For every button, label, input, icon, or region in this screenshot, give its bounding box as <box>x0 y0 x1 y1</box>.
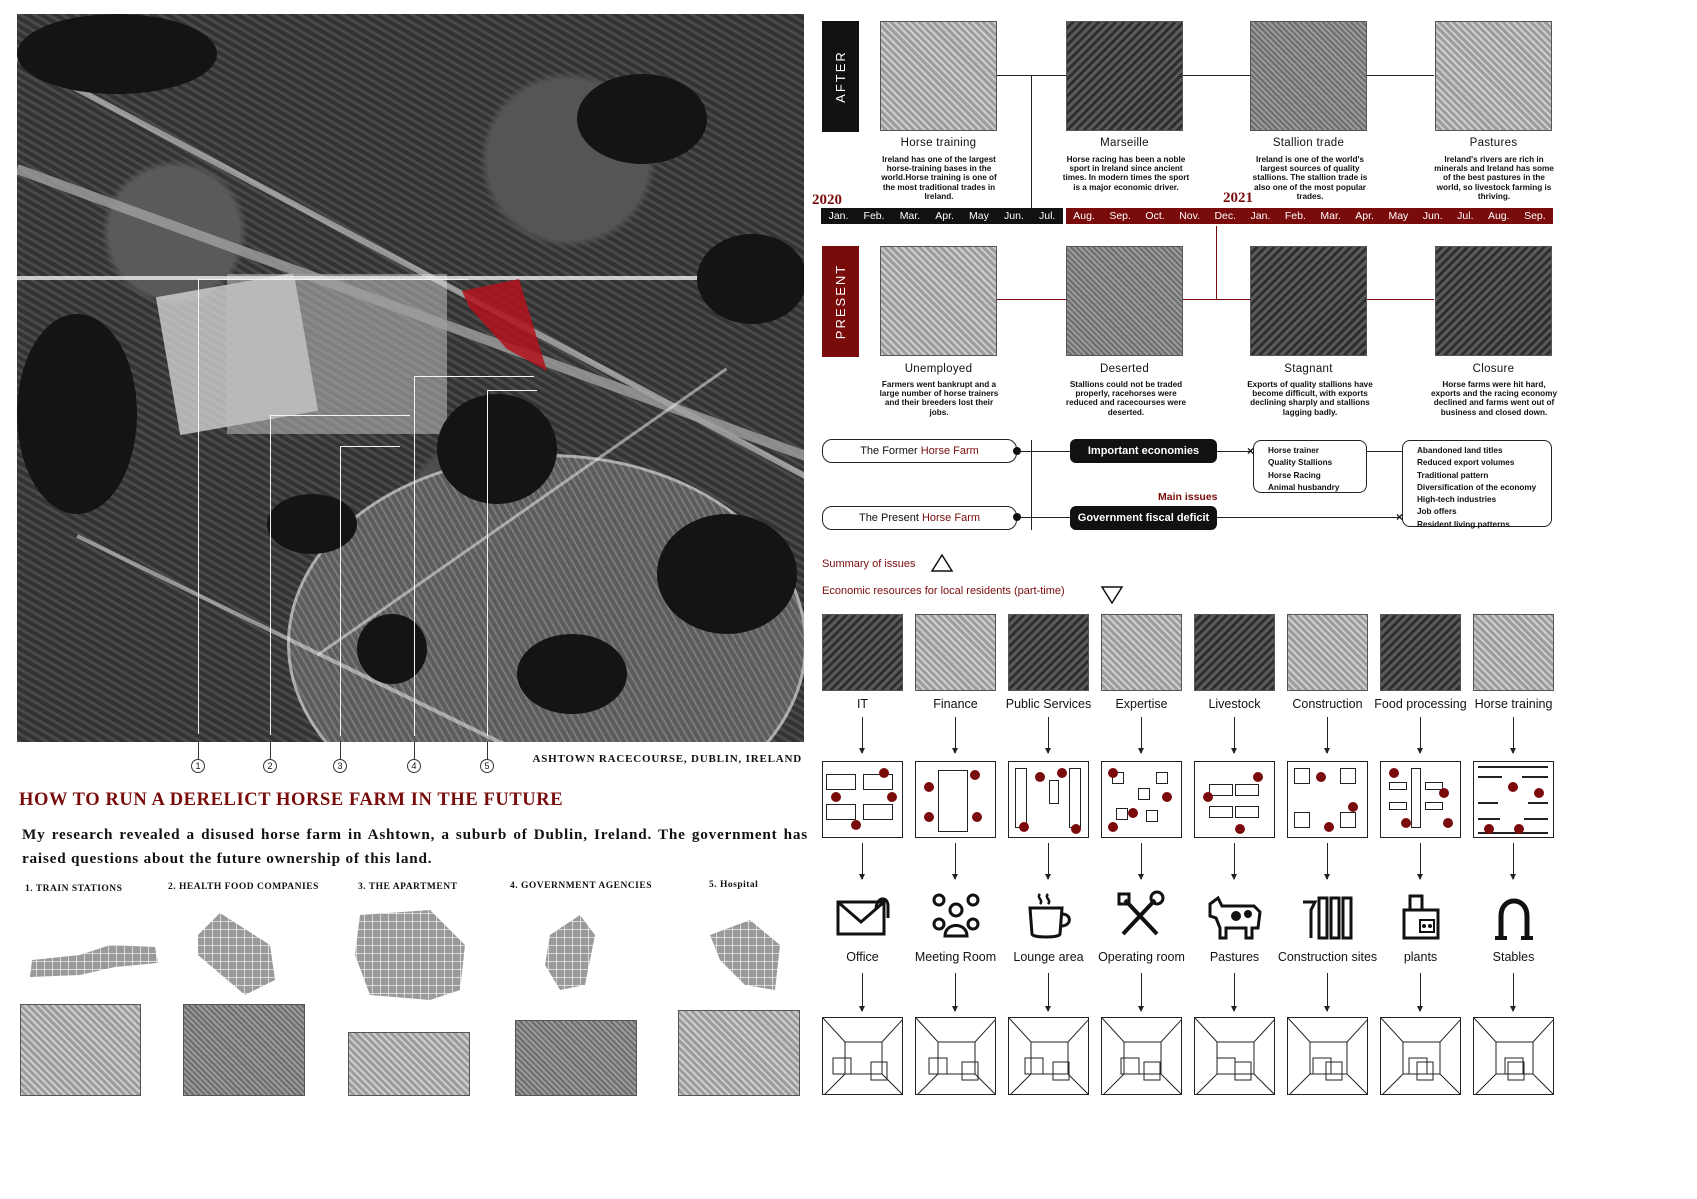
site-label-2: 2. HEALTH FOOD COMPANIES <box>168 882 319 892</box>
month-label: Oct. <box>1145 210 1165 222</box>
space-perspective <box>1101 1017 1182 1095</box>
page-title: HOW TO RUN A DERELICT HORSE FARM IN THE FUTURE <box>19 790 564 810</box>
sector-plan <box>1287 761 1368 838</box>
after-label: AFTER <box>822 21 859 132</box>
sector-plan <box>822 761 903 838</box>
after-title-3: Stallion trade <box>1272 137 1345 149</box>
sector-plan <box>1380 761 1461 838</box>
site-label-5: 5. Hospital <box>709 880 759 890</box>
month-label: Apr. <box>935 210 954 222</box>
sector-photo <box>1194 614 1275 691</box>
after-photo-3 <box>1250 21 1367 131</box>
after-photo-2 <box>1066 21 1183 131</box>
down-arrow <box>1420 843 1421 879</box>
month-label: Aug. <box>1487 210 1510 222</box>
list-item: Horse trainer <box>1268 446 1319 455</box>
space-name: Pastures <box>1209 950 1260 964</box>
present-title-3: Stagnant <box>1284 363 1333 375</box>
site-footprints <box>20 905 810 1005</box>
present-desc-2: Stallions could not be traded properly, racehorses were reduced and racecourses were deserted. <box>1065 380 1187 417</box>
tools-icon <box>1111 888 1173 944</box>
down-arrow <box>1234 717 1235 753</box>
down-arrow <box>1141 973 1142 1011</box>
sector-name: Food processing <box>1374 697 1467 711</box>
government-agency-photo <box>515 1020 637 1096</box>
list-item: High-tech industries <box>1417 495 1497 505</box>
callout-marker-1: 1 <box>191 759 205 773</box>
down-arrow <box>1327 973 1328 1011</box>
month-label: Jan. <box>1250 210 1271 222</box>
machine-icon <box>1390 888 1452 944</box>
present-title-4: Closure <box>1472 363 1515 375</box>
list-item: Reduced export volumes <box>1417 458 1515 468</box>
sector-name: Finance <box>933 697 978 711</box>
space-perspective <box>1194 1017 1275 1095</box>
meeting-icon <box>925 888 987 944</box>
summary-label: Summary of issues <box>822 558 916 570</box>
present-desc-4: Horse farms were hit hard, exports and the racing economy declined and farms went out of business and closed down. <box>1430 380 1558 417</box>
down-arrow <box>955 973 956 1011</box>
health-food-company-photo <box>183 1004 305 1096</box>
callout-marker-5: 5 <box>480 759 494 773</box>
month-label: Jul. <box>1457 210 1474 222</box>
train-station-photo <box>20 1004 141 1096</box>
triangle-up-icon <box>930 553 954 573</box>
site-label-1: 1. TRAIN STATIONS <box>25 884 123 894</box>
after-title-2: Marseille <box>1100 137 1149 149</box>
month-label: Jan. <box>828 210 849 222</box>
after-desc-2: Horse racing has been a noble sport in Ireland since ancient times. In modern times the sport is a major economic driver. <box>1062 155 1190 192</box>
after-photo-4 <box>1435 21 1552 131</box>
list-item: Animal husbandry <box>1268 482 1340 492</box>
list-item: Diversification of the economy <box>1417 482 1537 492</box>
after-desc-3: Ireland is one of the world's largest sources of quality stallions. The stallion trade is also one of the most popular trades. <box>1252 155 1368 201</box>
present-title-1: Unemployed <box>904 363 973 375</box>
present-desc-3: Exports of quality stallions have become difficult, with exports declining sharply and stallions lagging badly. <box>1247 380 1373 417</box>
space-name: Meeting Room <box>914 950 997 964</box>
month-label: May <box>969 210 989 222</box>
map-caption: ASHTOWN RACECOURSE, DUBLIN, IRELAND <box>532 753 802 765</box>
month-label: Jun. <box>1422 210 1443 222</box>
month-label: May <box>1388 210 1409 222</box>
month-label: Mar. <box>1320 210 1341 222</box>
site-label-4: 4. GOVERNMENT AGENCIES <box>510 881 653 891</box>
callout-marker-4: 4 <box>407 759 421 773</box>
space-name: plants <box>1403 950 1438 964</box>
former-horse-farm-box: The Former Horse Farm <box>822 439 1017 463</box>
sector-plan <box>1194 761 1275 838</box>
sector-name: Livestock <box>1208 697 1261 711</box>
down-arrow <box>862 843 863 879</box>
sector-photo <box>1473 614 1554 691</box>
after-title-1: Horse training <box>900 137 977 149</box>
down-arrow <box>1048 717 1049 753</box>
month-label: Sep. <box>1109 210 1131 222</box>
space-perspective <box>822 1017 903 1095</box>
month-bar-2021 <box>1066 208 1553 224</box>
list-item: Quality Stallions <box>1268 458 1333 468</box>
sector-photo <box>1380 614 1461 691</box>
after-desc-1: Ireland has one of the largest horse-training bases in the world.Horse training is one of the most traditional trades in Ireland. <box>881 155 997 201</box>
horseshoe-icon <box>1483 888 1545 944</box>
space-name: Stables <box>1492 950 1535 964</box>
down-arrow <box>1048 973 1049 1011</box>
month-label: Feb. <box>1284 210 1306 222</box>
down-arrow <box>1048 843 1049 879</box>
callout-marker-3: 3 <box>333 759 347 773</box>
after-photo-1 <box>880 21 997 131</box>
list-item: Resident living patterns <box>1417 519 1510 529</box>
month-label: Sep. <box>1524 210 1546 222</box>
coffee-cup-icon <box>1018 888 1080 944</box>
year-2020: 2020 <box>812 192 842 208</box>
sector-plan <box>1473 761 1554 838</box>
down-arrow <box>1513 717 1514 753</box>
down-arrow <box>862 717 863 753</box>
main-issues-label: Main issues <box>1158 491 1218 503</box>
down-arrow <box>1420 717 1421 753</box>
down-arrow <box>1327 717 1328 753</box>
sector-photo <box>1008 614 1089 691</box>
down-arrow <box>1327 843 1328 879</box>
aerial-map <box>17 14 804 742</box>
down-arrow <box>1513 843 1514 879</box>
sector-photo <box>822 614 903 691</box>
sector-name: Expertise <box>1115 697 1168 711</box>
month-label: Aug. <box>1073 210 1095 222</box>
space-perspective <box>1008 1017 1089 1095</box>
month-label: Jun. <box>1004 210 1024 222</box>
down-arrow <box>1234 843 1235 879</box>
space-perspective <box>915 1017 996 1095</box>
space-perspective <box>1473 1017 1554 1095</box>
space-perspective <box>1287 1017 1368 1095</box>
resources-label: Economic resources for local residents (part-time) <box>822 585 1065 597</box>
triangle-down-icon <box>1100 585 1124 605</box>
month-label: Mar. <box>899 210 921 222</box>
month-label: Jul. <box>1039 210 1056 222</box>
envelope-icon <box>832 888 894 944</box>
month-label: Apr. <box>1355 210 1374 222</box>
fiscal-deficit-box: Government fiscal deficit <box>1070 506 1217 530</box>
after-desc-4: Ireland's rivers are rich in minerals and Ireland has some of the best pastures in the world, so livestock farming is thriving. <box>1434 155 1554 201</box>
month-bar-2020 <box>821 208 1063 224</box>
present-title-2: Deserted <box>1099 363 1150 375</box>
after-title-4: Pastures <box>1469 137 1518 149</box>
down-arrow <box>862 973 863 1011</box>
construction-icon <box>1297 888 1359 944</box>
present-horse-farm-box: The Present Horse Farm <box>822 506 1017 530</box>
sector-name: Construction <box>1292 697 1363 711</box>
sector-name: Horse training <box>1474 697 1553 711</box>
down-arrow <box>1513 973 1514 1011</box>
sector-plan <box>915 761 996 838</box>
list-item: Abandoned land titles <box>1417 446 1503 455</box>
present-photo-1 <box>880 246 997 356</box>
space-name: Office <box>846 950 879 964</box>
hospital-photo <box>678 1010 800 1096</box>
present-photo-3 <box>1250 246 1367 356</box>
down-arrow <box>1141 843 1142 879</box>
site-highlight <box>457 279 547 374</box>
space-name: Lounge area <box>1013 950 1084 964</box>
sector-plan <box>1008 761 1089 838</box>
space-name: Operating room <box>1098 950 1185 964</box>
down-arrow <box>955 843 956 879</box>
month-label: Nov. <box>1179 210 1200 222</box>
important-economies-box: Important economies <box>1070 439 1217 463</box>
sector-photo <box>1287 614 1368 691</box>
list-item: Job offers <box>1417 507 1457 517</box>
sector-photo <box>1101 614 1182 691</box>
down-arrow <box>1420 973 1421 1011</box>
present-photo-4 <box>1435 246 1552 356</box>
year-2021: 2021 <box>1223 190 1253 206</box>
down-arrow <box>1234 973 1235 1011</box>
list-item: Traditional pattern <box>1417 470 1489 480</box>
present-label: PRESENT <box>822 246 859 357</box>
sector-name: IT <box>856 697 869 711</box>
present-photo-2 <box>1066 246 1183 356</box>
cow-icon <box>1204 888 1266 944</box>
intro-text: My research revealed a disused horse farm in Ashtown, a suburb of Dublin, Ireland. The government has raised questions about the future ownership of this land. <box>22 826 808 867</box>
list-item: Horse Racing <box>1268 470 1321 480</box>
down-arrow <box>955 717 956 753</box>
apartment-photo <box>348 1032 470 1096</box>
month-label: Feb. <box>863 210 885 222</box>
sector-name: Public Services <box>1005 697 1092 711</box>
site-label-3: 3. THE APARTMENT <box>358 882 458 892</box>
sector-plan <box>1101 761 1182 838</box>
callout-marker-2: 2 <box>263 759 277 773</box>
economies-list <box>1253 440 1367 493</box>
issues-list <box>1402 440 1552 527</box>
month-label: Dec. <box>1214 210 1237 222</box>
space-name: Construction sites <box>1277 950 1378 964</box>
space-perspective <box>1380 1017 1461 1095</box>
present-desc-1: Farmers went bankrupt and a large number of horse trainers and their breeders lost their jobs. <box>879 380 999 417</box>
sector-photo <box>915 614 996 691</box>
down-arrow <box>1141 717 1142 753</box>
